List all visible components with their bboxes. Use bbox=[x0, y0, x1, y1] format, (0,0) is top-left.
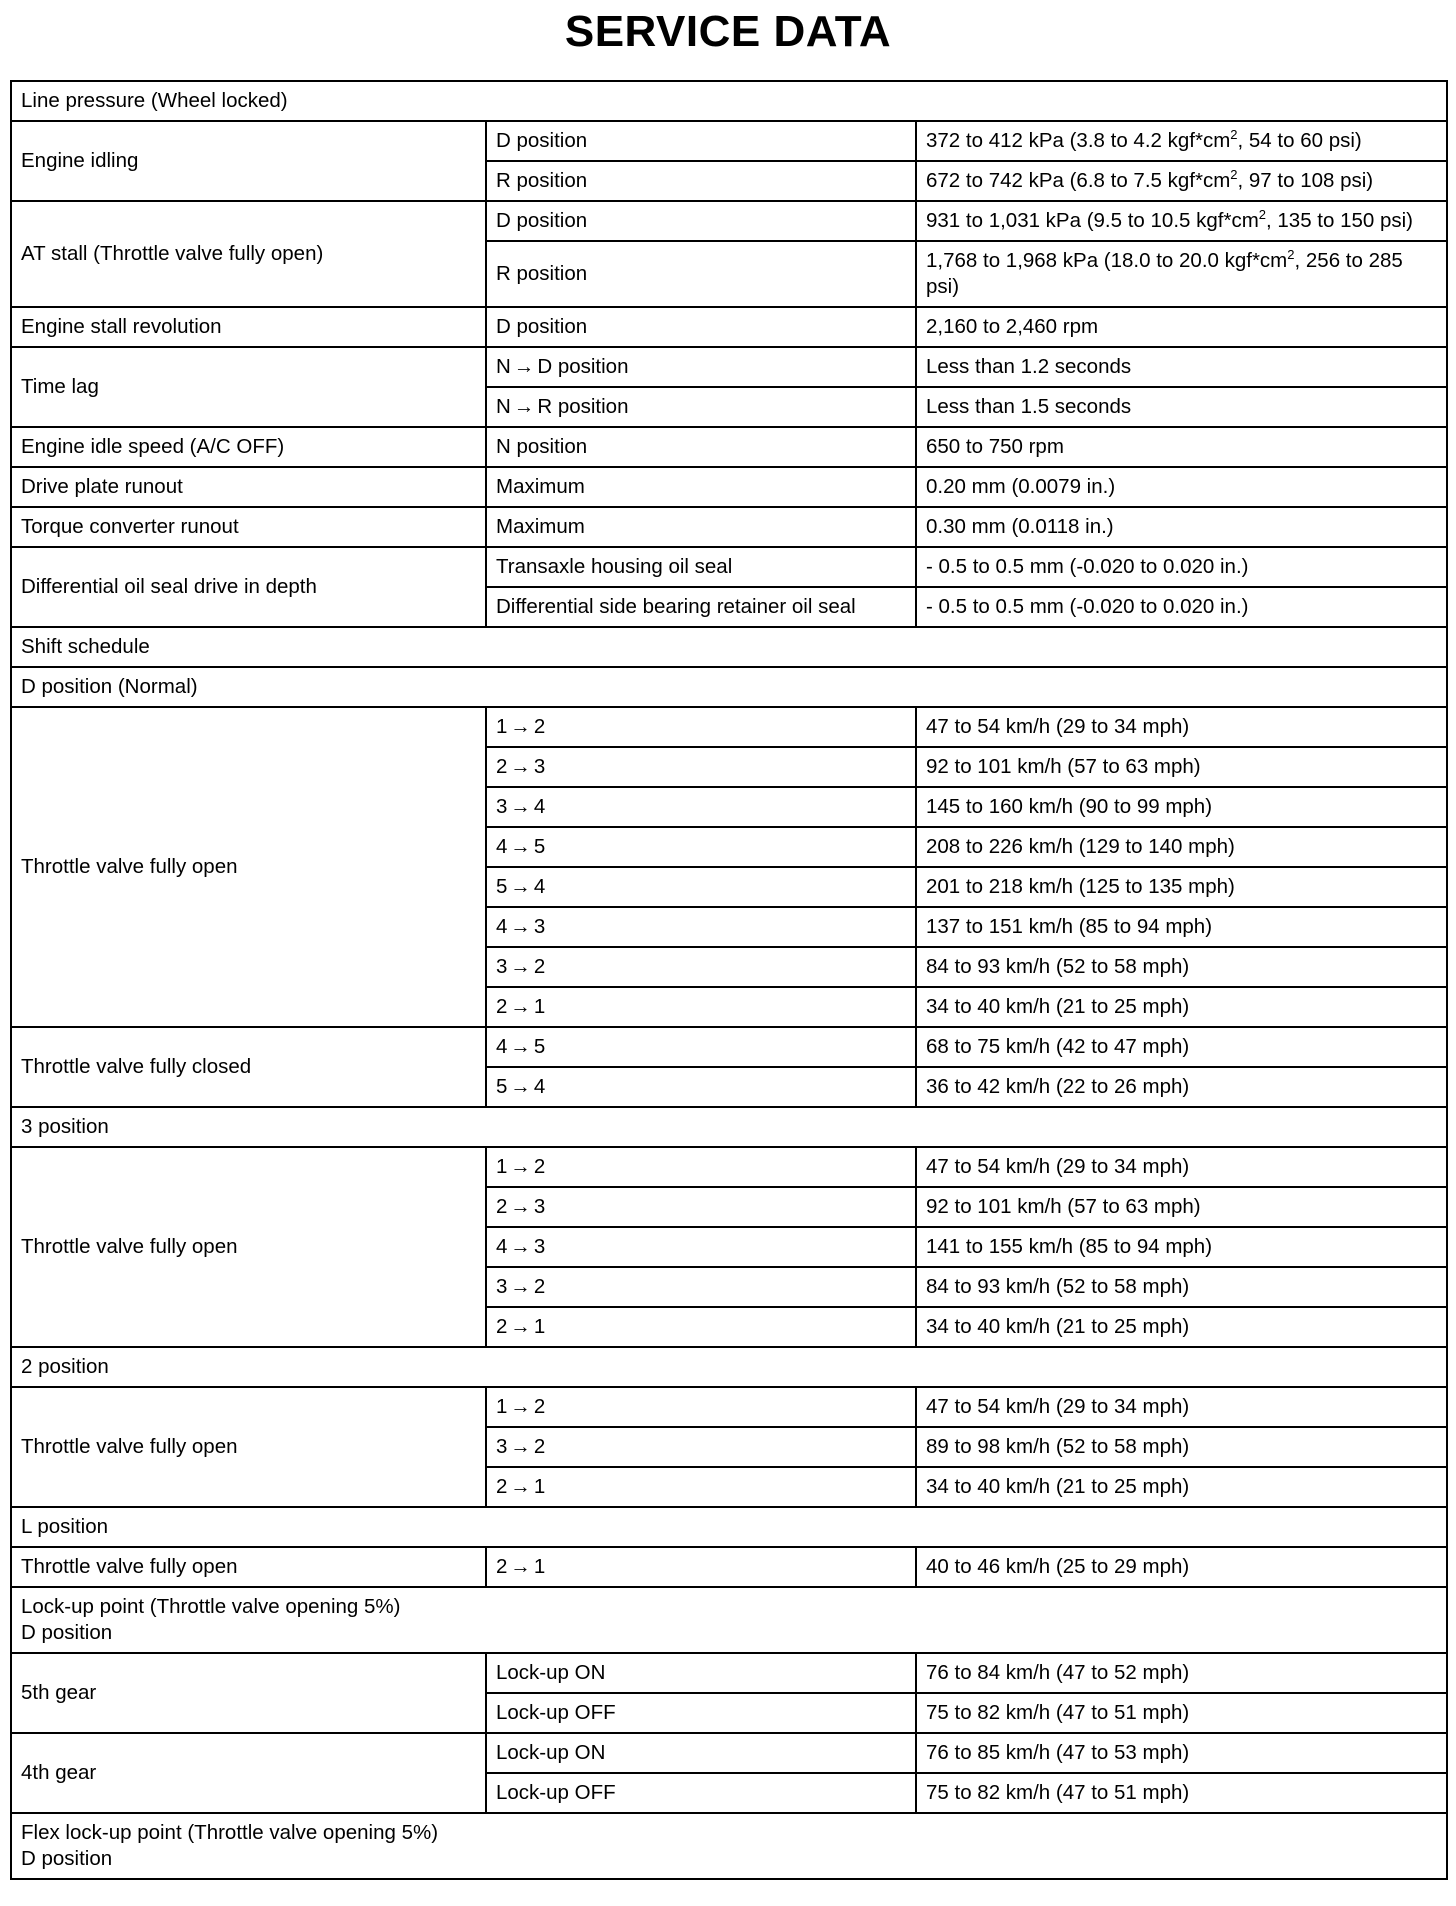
row-value: 36 to 42 km/h (22 to 26 mph) bbox=[916, 1067, 1447, 1107]
shift-to: 2 bbox=[533, 715, 546, 738]
shift-to: D position bbox=[537, 355, 629, 378]
arrow-icon: → bbox=[510, 1475, 531, 1498]
table-row bbox=[11, 1653, 1447, 1693]
section-header: 2 position bbox=[11, 1347, 1447, 1387]
row-value: 201 to 218 km/h (125 to 135 mph) bbox=[916, 867, 1447, 907]
row-condition bbox=[486, 1307, 916, 1347]
row-condition: Lock-up OFF bbox=[486, 1773, 916, 1813]
section-header: 3 position bbox=[11, 1107, 1447, 1147]
row-value: 68 to 75 km/h (42 to 47 mph) bbox=[916, 1027, 1447, 1067]
header-line-1: Flex lock-up point (Throttle valve opening 5%) bbox=[21, 1821, 439, 1844]
row-condition: D position bbox=[486, 121, 916, 161]
row-condition: Maximum bbox=[486, 507, 916, 547]
table-row bbox=[11, 507, 1447, 547]
row-label: Drive plate runout bbox=[11, 467, 486, 507]
row-value: 145 to 160 km/h (90 to 99 mph) bbox=[916, 787, 1447, 827]
row-condition: N position bbox=[486, 427, 916, 467]
table-row bbox=[11, 1347, 1447, 1387]
arrow-icon: → bbox=[510, 915, 531, 938]
arrow-icon: → bbox=[513, 355, 535, 378]
shift-to: 3 bbox=[533, 915, 546, 938]
pressure-text: 672 to 742 kPa (6.8 to 7.5 kgf*cm bbox=[926, 169, 1231, 192]
shift-from: 5 bbox=[496, 1075, 508, 1098]
row-value: 0.30 mm (0.0118 in.) bbox=[916, 507, 1447, 547]
table-row bbox=[11, 1147, 1447, 1187]
table-row bbox=[11, 1387, 1447, 1427]
shift-to: 2 bbox=[533, 955, 546, 978]
row-value: 75 to 82 km/h (47 to 51 mph) bbox=[916, 1773, 1447, 1813]
row-condition bbox=[486, 707, 916, 747]
superscript-2: 2 bbox=[1230, 127, 1238, 143]
row-label: Engine idle speed (A/C OFF) bbox=[11, 427, 486, 467]
pressure-text-end: , 97 to 108 psi) bbox=[1237, 169, 1374, 192]
row-value: 92 to 101 km/h (57 to 63 mph) bbox=[916, 1187, 1447, 1227]
arrow-icon: → bbox=[510, 1155, 531, 1178]
row-condition: R position bbox=[486, 241, 916, 307]
row-value bbox=[916, 121, 1447, 161]
shift-from: 2 bbox=[496, 995, 508, 1018]
shift-from: 1 bbox=[496, 1155, 508, 1178]
row-value: 137 to 151 km/h (85 to 94 mph) bbox=[916, 907, 1447, 947]
shift-from: 3 bbox=[496, 1275, 508, 1298]
row-value: 141 to 155 km/h (85 to 94 mph) bbox=[916, 1227, 1447, 1267]
row-condition bbox=[486, 747, 916, 787]
shift-from: 3 bbox=[496, 1435, 508, 1458]
row-value: 208 to 226 km/h (129 to 140 mph) bbox=[916, 827, 1447, 867]
pressure-text: 1,768 to 1,968 kPa (18.0 to 20.0 kgf*cm bbox=[926, 249, 1288, 272]
row-value: 47 to 54 km/h (29 to 34 mph) bbox=[916, 707, 1447, 747]
shift-from: 2 bbox=[496, 755, 508, 778]
row-label: Throttle valve fully closed bbox=[11, 1027, 486, 1107]
row-condition bbox=[486, 827, 916, 867]
table-row bbox=[11, 307, 1447, 347]
row-condition bbox=[486, 1387, 916, 1427]
arrow-icon: → bbox=[510, 1435, 531, 1458]
row-condition: Maximum bbox=[486, 467, 916, 507]
shift-from: N bbox=[496, 355, 511, 378]
shift-to: 1 bbox=[533, 995, 546, 1018]
shift-to: 3 bbox=[533, 755, 546, 778]
shift-from: 3 bbox=[496, 955, 508, 978]
shift-to: 5 bbox=[533, 1035, 546, 1058]
row-value: 0.20 mm (0.0079 in.) bbox=[916, 467, 1447, 507]
row-condition bbox=[486, 947, 916, 987]
table-row bbox=[11, 707, 1447, 747]
header-line-2: D position bbox=[21, 1621, 113, 1644]
table-row bbox=[11, 201, 1447, 241]
shift-to: 1 bbox=[533, 1475, 546, 1498]
row-value: 34 to 40 km/h (21 to 25 mph) bbox=[916, 1467, 1447, 1507]
arrow-icon: → bbox=[510, 1195, 531, 1218]
row-condition bbox=[486, 1187, 916, 1227]
table-row bbox=[11, 427, 1447, 467]
row-condition bbox=[486, 387, 916, 427]
row-label: Differential oil seal drive in depth bbox=[11, 547, 486, 627]
shift-from: 2 bbox=[496, 1475, 508, 1498]
pressure-text-end: , 256 to 285 psi) bbox=[926, 249, 1403, 298]
arrow-icon: → bbox=[510, 1555, 531, 1578]
shift-to: 4 bbox=[533, 1075, 546, 1098]
arrow-icon: → bbox=[510, 755, 531, 778]
service-data-table bbox=[10, 80, 1448, 1880]
superscript-2: 2 bbox=[1258, 207, 1266, 223]
row-value: Less than 1.5 seconds bbox=[916, 387, 1447, 427]
shift-to: 1 bbox=[533, 1315, 546, 1338]
superscript-2: 2 bbox=[1287, 247, 1295, 263]
pressure-text: 372 to 412 kPa (3.8 to 4.2 kgf*cm bbox=[926, 129, 1231, 152]
row-label: AT stall (Throttle valve fully open) bbox=[11, 201, 486, 307]
table-row bbox=[11, 667, 1447, 707]
arrow-icon: → bbox=[510, 875, 531, 898]
row-label: Throttle valve fully open bbox=[11, 1387, 486, 1507]
table-row bbox=[11, 1027, 1447, 1067]
pressure-text-end: , 54 to 60 psi) bbox=[1237, 129, 1362, 152]
row-value: 2,160 to 2,460 rpm bbox=[916, 307, 1447, 347]
shift-from: N bbox=[496, 395, 511, 418]
row-value: 84 to 93 km/h (52 to 58 mph) bbox=[916, 947, 1447, 987]
row-value: 76 to 85 km/h (47 to 53 mph) bbox=[916, 1733, 1447, 1773]
header-line-2: D position bbox=[21, 1847, 113, 1870]
row-condition bbox=[486, 1147, 916, 1187]
arrow-icon: → bbox=[510, 1315, 531, 1338]
arrow-icon: → bbox=[510, 995, 531, 1018]
table-row bbox=[11, 1507, 1447, 1547]
shift-from: 5 bbox=[496, 875, 508, 898]
shift-from: 3 bbox=[496, 795, 508, 818]
row-value: 89 to 98 km/h (52 to 58 mph) bbox=[916, 1427, 1447, 1467]
row-condition bbox=[486, 347, 916, 387]
row-condition: D position bbox=[486, 201, 916, 241]
section-header: D position (Normal) bbox=[11, 667, 1447, 707]
row-value bbox=[916, 241, 1447, 307]
row-condition bbox=[486, 987, 916, 1027]
pressure-text: 931 to 1,031 kPa (9.5 to 10.5 kgf*cm bbox=[926, 209, 1259, 232]
row-condition: Differential side bearing retainer oil seal bbox=[486, 587, 916, 627]
row-condition bbox=[486, 867, 916, 907]
table-row bbox=[11, 547, 1447, 587]
row-value: 650 to 750 rpm bbox=[916, 427, 1447, 467]
shift-to: 2 bbox=[533, 1395, 546, 1418]
table-row bbox=[11, 121, 1447, 161]
arrow-icon: → bbox=[510, 1275, 531, 1298]
row-value: 75 to 82 km/h (47 to 51 mph) bbox=[916, 1693, 1447, 1733]
arrow-icon: → bbox=[510, 1075, 531, 1098]
section-header bbox=[11, 1587, 1447, 1653]
shift-from: 2 bbox=[496, 1555, 508, 1578]
row-condition: Transaxle housing oil seal bbox=[486, 547, 916, 587]
row-label: Engine stall revolution bbox=[11, 307, 486, 347]
arrow-icon: → bbox=[510, 1035, 531, 1058]
row-value: 76 to 84 km/h (47 to 52 mph) bbox=[916, 1653, 1447, 1693]
row-condition bbox=[486, 1467, 916, 1507]
row-condition bbox=[486, 1267, 916, 1307]
row-value: - 0.5 to 0.5 mm (-0.020 to 0.020 in.) bbox=[916, 587, 1447, 627]
row-label: Time lag bbox=[11, 347, 486, 427]
shift-to: 4 bbox=[533, 795, 546, 818]
row-value: 47 to 54 km/h (29 to 34 mph) bbox=[916, 1147, 1447, 1187]
shift-from: 4 bbox=[496, 1035, 508, 1058]
row-label: Throttle valve fully open bbox=[11, 1147, 486, 1347]
row-condition bbox=[486, 787, 916, 827]
table-row bbox=[11, 1587, 1447, 1653]
shift-to: 3 bbox=[533, 1195, 546, 1218]
row-label: Engine idling bbox=[11, 121, 486, 201]
row-value: Less than 1.2 seconds bbox=[916, 347, 1447, 387]
row-value bbox=[916, 161, 1447, 201]
row-condition: R position bbox=[486, 161, 916, 201]
header-line-1: Lock-up point (Throttle valve opening 5%) bbox=[21, 1595, 401, 1618]
row-value: 34 to 40 km/h (21 to 25 mph) bbox=[916, 987, 1447, 1027]
table-row bbox=[11, 347, 1447, 387]
shift-from: 1 bbox=[496, 715, 508, 738]
row-label: 5th gear bbox=[11, 1653, 486, 1733]
row-condition: Lock-up OFF bbox=[486, 1693, 916, 1733]
row-condition bbox=[486, 1427, 916, 1467]
row-condition bbox=[486, 1067, 916, 1107]
row-condition bbox=[486, 1027, 916, 1067]
table-row bbox=[11, 1547, 1447, 1587]
section-header: L position bbox=[11, 1507, 1447, 1547]
table-row bbox=[11, 1813, 1447, 1879]
arrow-icon: → bbox=[510, 955, 531, 978]
arrow-icon: → bbox=[510, 1235, 531, 1258]
row-label: 4th gear bbox=[11, 1733, 486, 1813]
row-condition: Lock-up ON bbox=[486, 1653, 916, 1693]
shift-to: 2 bbox=[533, 1275, 546, 1298]
row-condition: D position bbox=[486, 307, 916, 347]
row-condition bbox=[486, 1547, 916, 1587]
row-value: 92 to 101 km/h (57 to 63 mph) bbox=[916, 747, 1447, 787]
row-label: Torque converter runout bbox=[11, 507, 486, 547]
superscript-2: 2 bbox=[1230, 167, 1238, 183]
shift-to: 2 bbox=[533, 1435, 546, 1458]
shift-from: 4 bbox=[496, 1235, 508, 1258]
shift-to: 5 bbox=[533, 835, 546, 858]
row-condition bbox=[486, 1227, 916, 1267]
table-row bbox=[11, 81, 1447, 121]
section-header: Shift schedule bbox=[11, 627, 1447, 667]
table-row bbox=[11, 627, 1447, 667]
shift-to: 4 bbox=[533, 875, 546, 898]
section-header: Line pressure (Wheel locked) bbox=[11, 81, 1447, 121]
shift-from: 2 bbox=[496, 1195, 508, 1218]
pressure-text-end: , 135 to 150 psi) bbox=[1266, 209, 1414, 232]
arrow-icon: → bbox=[510, 715, 531, 738]
shift-to: R position bbox=[537, 395, 629, 418]
row-condition bbox=[486, 907, 916, 947]
table-row bbox=[11, 1107, 1447, 1147]
row-label: Throttle valve fully open bbox=[11, 707, 486, 1027]
shift-to: 1 bbox=[533, 1555, 546, 1578]
shift-to: 2 bbox=[533, 1155, 546, 1178]
row-condition: Lock-up ON bbox=[486, 1733, 916, 1773]
shift-from: 4 bbox=[496, 835, 508, 858]
table-row bbox=[11, 1733, 1447, 1773]
shift-from: 2 bbox=[496, 1315, 508, 1338]
arrow-icon: → bbox=[510, 835, 531, 858]
row-label: Throttle valve fully open bbox=[11, 1547, 486, 1587]
row-value: 40 to 46 km/h (25 to 29 mph) bbox=[916, 1547, 1447, 1587]
row-value: 84 to 93 km/h (52 to 58 mph) bbox=[916, 1267, 1447, 1307]
row-value: 47 to 54 km/h (29 to 34 mph) bbox=[916, 1387, 1447, 1427]
table-row bbox=[11, 467, 1447, 507]
shift-to: 3 bbox=[533, 1235, 546, 1258]
row-value bbox=[916, 201, 1447, 241]
row-value: - 0.5 to 0.5 mm (-0.020 to 0.020 in.) bbox=[916, 547, 1447, 587]
page-title: SERVICE DATA bbox=[564, 7, 892, 56]
section-header bbox=[11, 1813, 1447, 1879]
arrow-icon: → bbox=[513, 395, 535, 418]
row-value: 34 to 40 km/h (21 to 25 mph) bbox=[916, 1307, 1447, 1347]
shift-from: 1 bbox=[496, 1395, 508, 1418]
arrow-icon: → bbox=[510, 1395, 531, 1418]
shift-from: 4 bbox=[496, 915, 508, 938]
arrow-icon: → bbox=[510, 795, 531, 818]
